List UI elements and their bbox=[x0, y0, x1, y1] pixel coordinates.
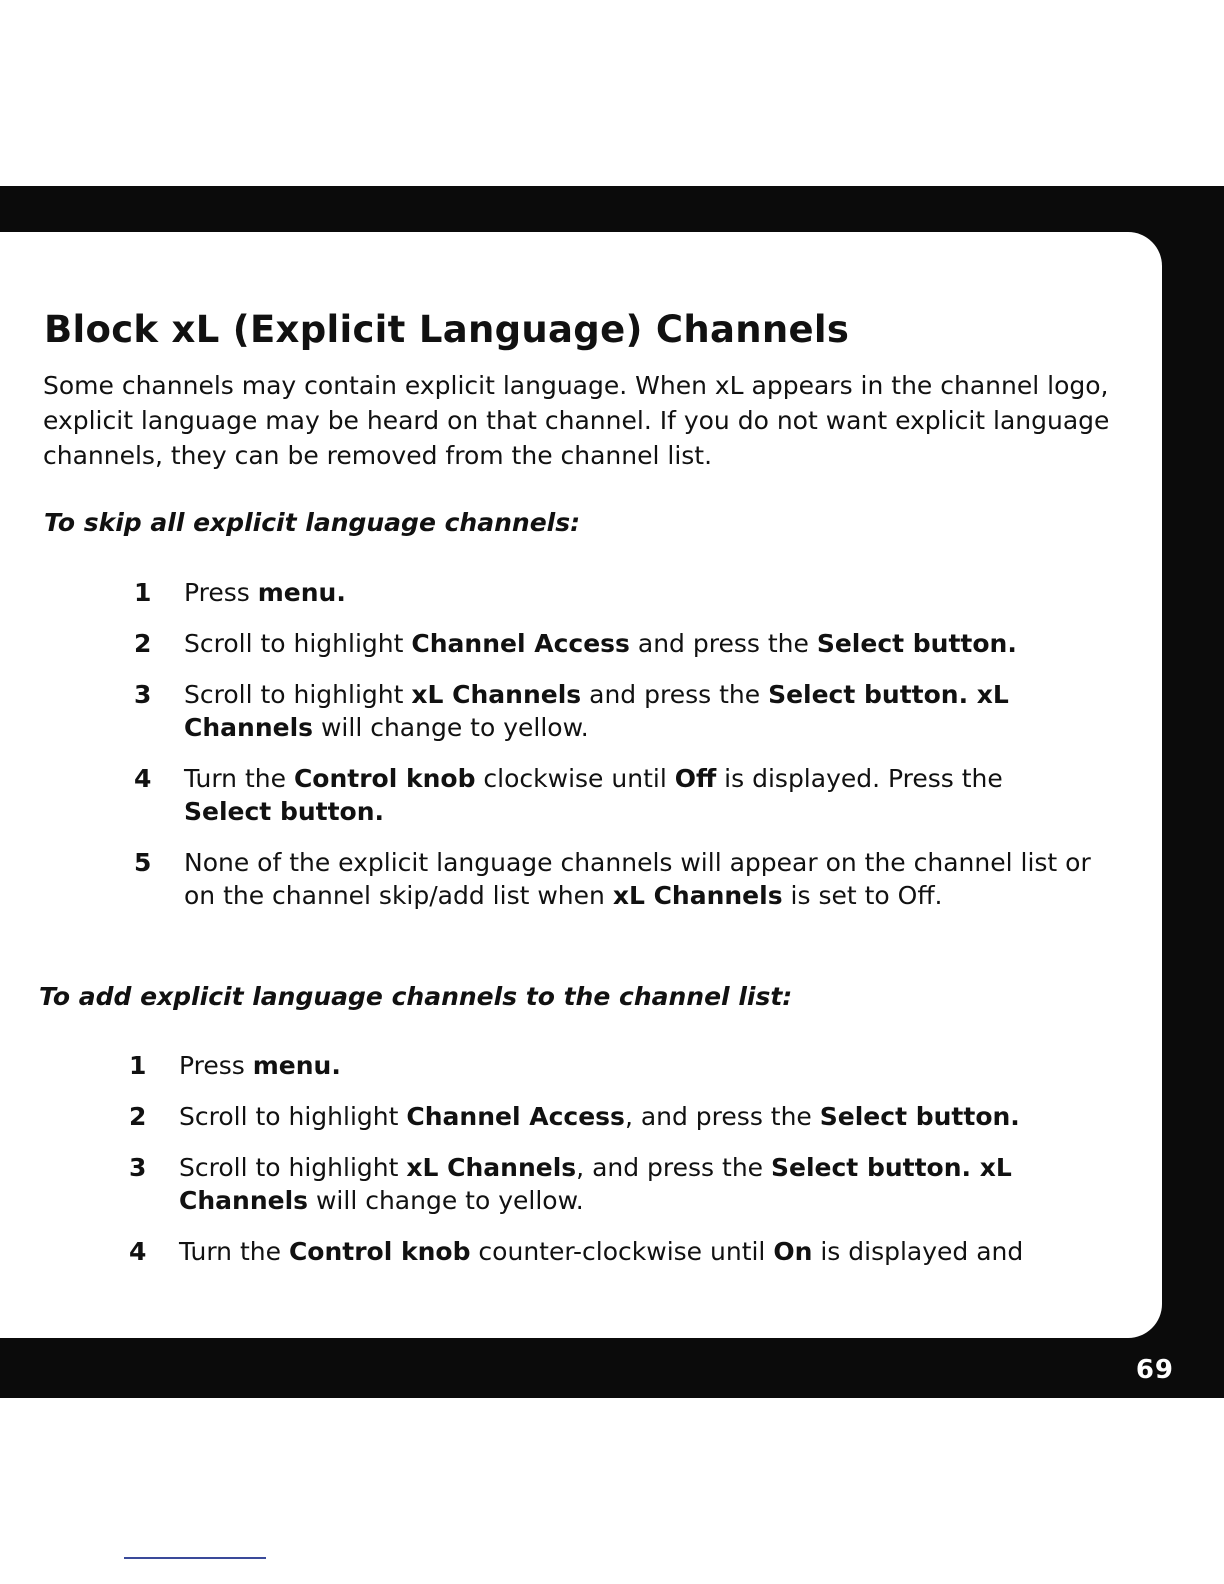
skip-step-2 bbox=[134, 627, 1094, 660]
step-number: 2 bbox=[129, 1102, 147, 1131]
step-emphasis: xL Channels bbox=[612, 881, 783, 910]
skip-step-4 bbox=[134, 762, 1094, 828]
step-plain-text: Scroll to highlight bbox=[179, 1153, 407, 1182]
step-plain-text: Press bbox=[179, 1051, 253, 1080]
step-plain-text: clockwise until bbox=[475, 764, 675, 793]
step-emphasis: Channel Access bbox=[406, 1102, 625, 1131]
step-emphasis: Control knob bbox=[293, 764, 476, 793]
step-plain-text: and press the bbox=[581, 680, 769, 709]
step-plain-text: Scroll to highlight bbox=[184, 629, 412, 658]
add-steps-list bbox=[129, 1049, 1094, 1286]
step-number: 5 bbox=[134, 848, 152, 877]
intro-paragraph: Some channels may contain explicit language. When xL appears in the channel logo, explicit language may be heard on that channel. If you do not want explicit language channels, they can be removed from the channel list. bbox=[43, 371, 1110, 470]
step-text bbox=[179, 1051, 341, 1080]
skip-step-1 bbox=[134, 576, 1094, 609]
step-text bbox=[184, 764, 1003, 826]
step-plain-text: Press bbox=[184, 578, 258, 607]
step-text bbox=[184, 848, 1091, 910]
step-plain-text: Scroll to highlight bbox=[184, 680, 412, 709]
step-plain-text: Turn the bbox=[179, 1237, 289, 1266]
page-number: 69 bbox=[1135, 1355, 1174, 1385]
add-step-3 bbox=[129, 1151, 1094, 1217]
step-plain-text: is set to Off. bbox=[782, 881, 943, 910]
step-emphasis: Select button. xL Channels bbox=[184, 680, 1009, 742]
footer-rule bbox=[124, 1557, 266, 1559]
add-step-1 bbox=[129, 1049, 1094, 1082]
step-text bbox=[184, 629, 1017, 658]
step-emphasis: menu. bbox=[252, 1051, 341, 1080]
step-emphasis: Channel Access bbox=[411, 629, 630, 658]
step-text bbox=[184, 578, 346, 607]
step-emphasis: Select button. bbox=[819, 1102, 1020, 1131]
add-section-heading: To add explicit language channels to the channel list: bbox=[39, 982, 793, 1011]
step-number: 1 bbox=[129, 1051, 147, 1080]
step-emphasis: xL Channels bbox=[406, 1153, 577, 1182]
step-plain-text: Scroll to highlight bbox=[179, 1102, 407, 1131]
step-text bbox=[179, 1237, 1023, 1266]
step-emphasis: menu. bbox=[257, 578, 346, 607]
skip-step-5 bbox=[134, 846, 1094, 912]
step-emphasis: Off bbox=[674, 764, 717, 793]
step-plain-text: and press the bbox=[629, 629, 817, 658]
page-title: Block xL (Explicit Language) Channels bbox=[44, 308, 850, 351]
step-text bbox=[179, 1153, 1012, 1215]
step-emphasis: Control knob bbox=[288, 1237, 471, 1266]
step-emphasis: Select button. xL Channels bbox=[179, 1153, 1012, 1215]
step-plain-text: , and press the bbox=[624, 1102, 820, 1131]
step-number: 3 bbox=[129, 1153, 147, 1182]
step-number: 4 bbox=[129, 1237, 147, 1266]
step-number: 1 bbox=[134, 578, 152, 607]
step-number: 4 bbox=[134, 764, 152, 793]
step-plain-text: counter-clockwise until bbox=[470, 1237, 774, 1266]
step-text bbox=[179, 1102, 1020, 1131]
skip-step-3 bbox=[134, 678, 1094, 744]
step-plain-text: will change to yellow. bbox=[308, 1186, 584, 1215]
step-emphasis: xL Channels bbox=[411, 680, 582, 709]
step-emphasis: Select button. bbox=[184, 797, 385, 826]
step-number: 3 bbox=[134, 680, 152, 709]
step-plain-text: is displayed and bbox=[812, 1237, 1024, 1266]
step-plain-text: is displayed. Press the bbox=[716, 764, 1003, 793]
step-emphasis: Select button. bbox=[816, 629, 1017, 658]
step-plain-text: Turn the bbox=[184, 764, 294, 793]
add-step-4 bbox=[129, 1235, 1094, 1268]
step-plain-text: None of the explicit language channels will appear on the channel list or on the channel skip/add list when bbox=[184, 848, 1091, 910]
skip-steps-list bbox=[134, 576, 1094, 930]
skip-section-heading: To skip all explicit language channels: bbox=[44, 508, 581, 537]
step-plain-text: , and press the bbox=[576, 1153, 771, 1182]
step-number: 2 bbox=[134, 629, 152, 658]
step-plain-text: will change to yellow. bbox=[313, 713, 589, 742]
step-text bbox=[184, 680, 1009, 742]
add-step-2 bbox=[129, 1100, 1094, 1133]
step-emphasis: On bbox=[773, 1237, 813, 1266]
